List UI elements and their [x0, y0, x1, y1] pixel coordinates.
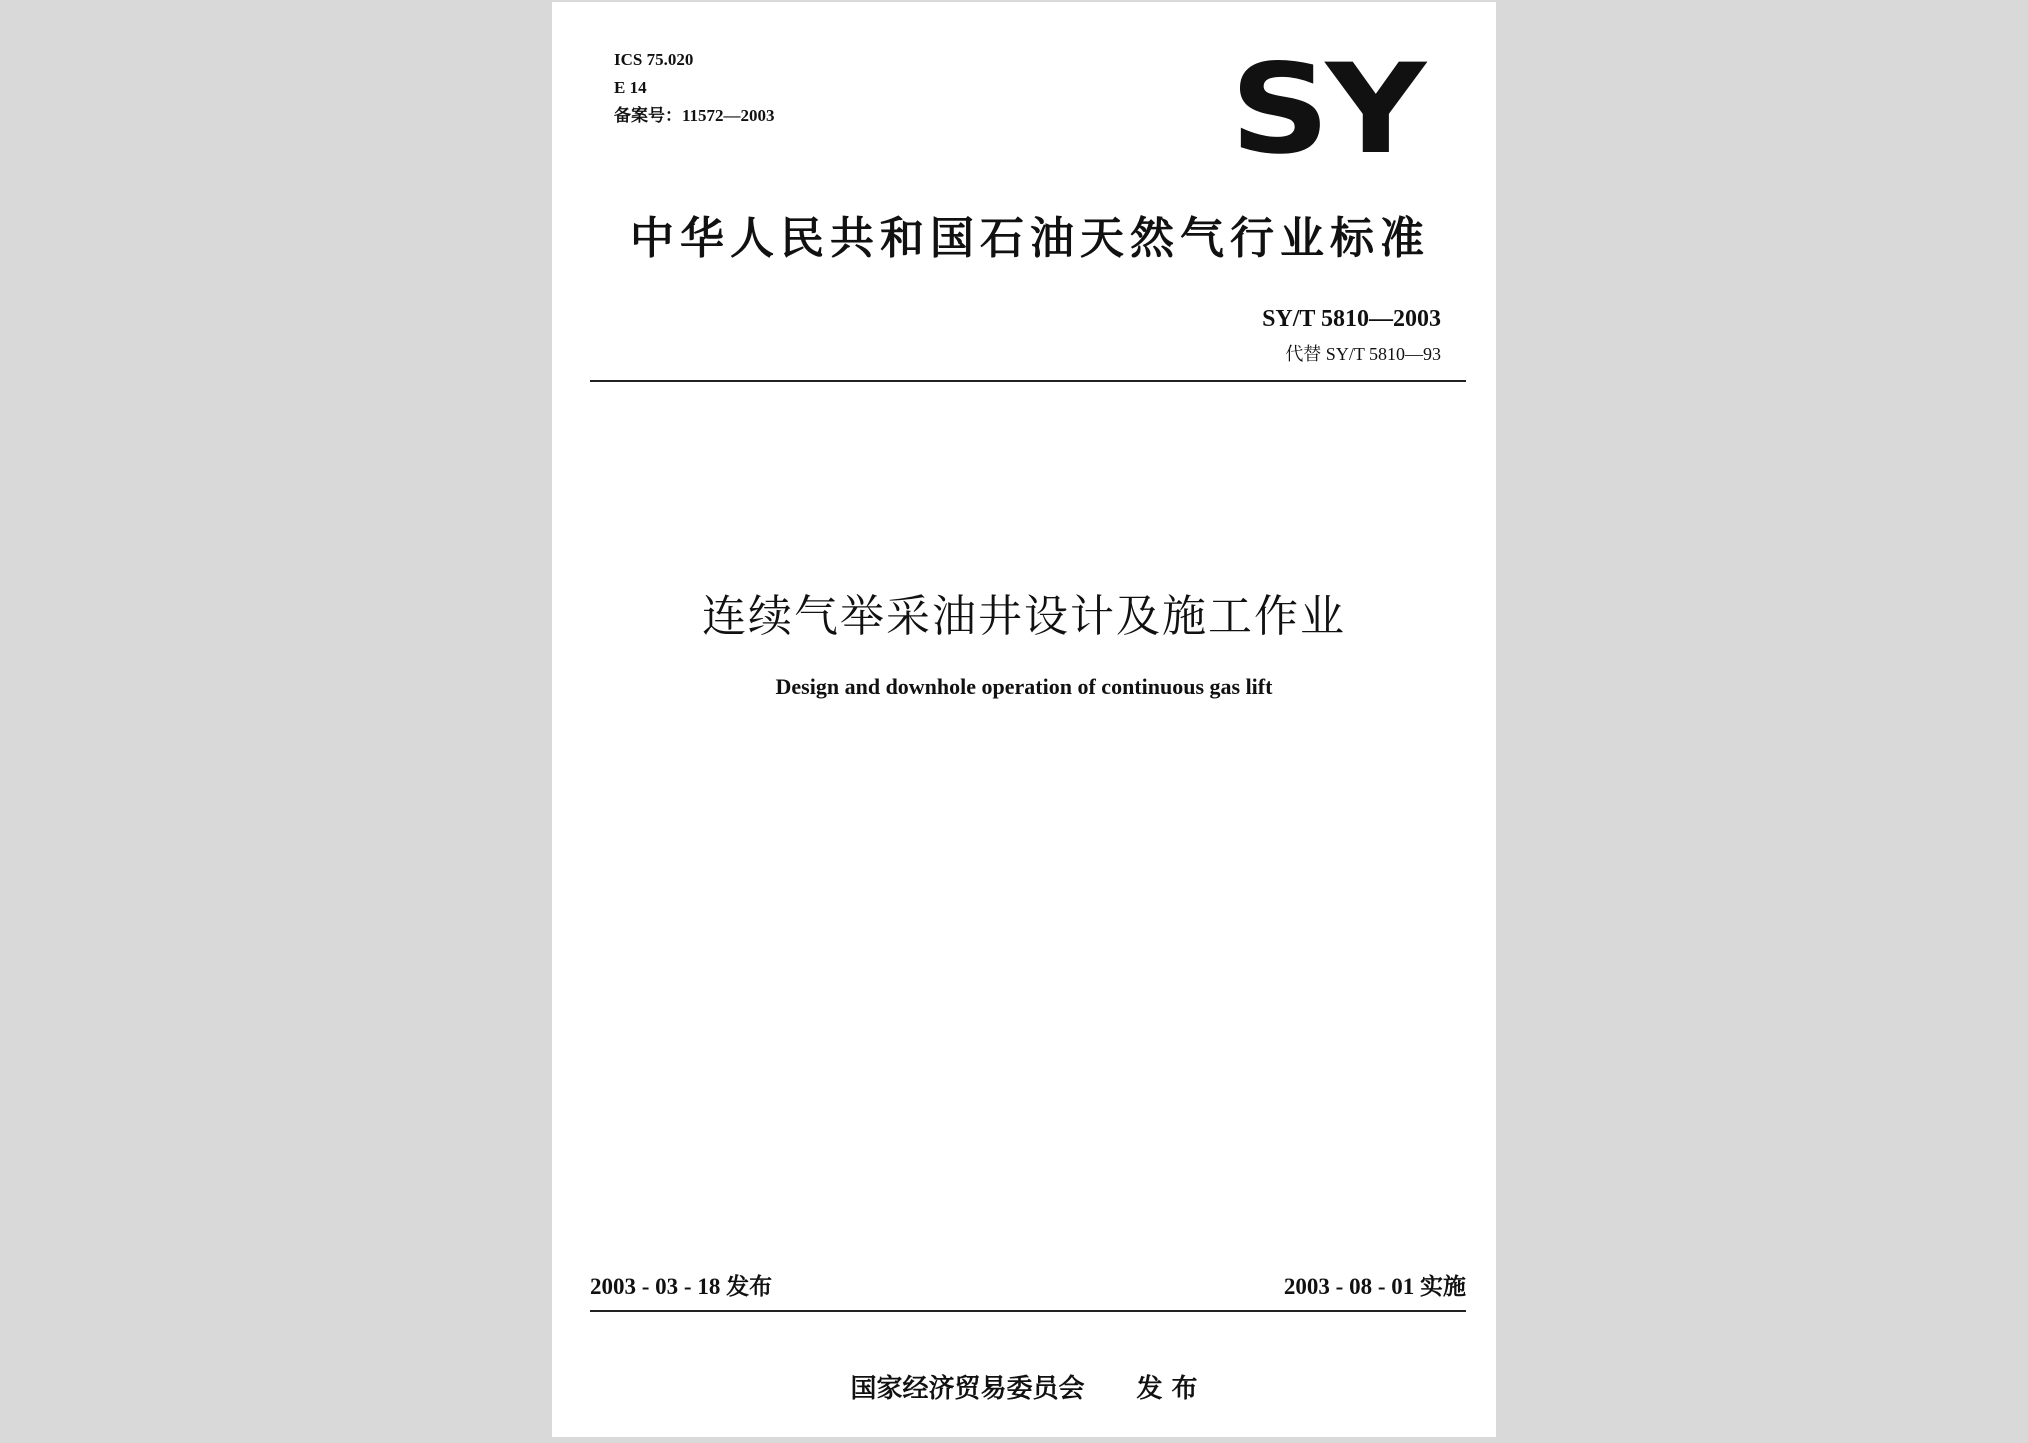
- organization-title: 中华人民共和国石油天然气行业标准: [630, 213, 1430, 264]
- document-title-en: Design and downhole operation of continuous gas lift: [775, 674, 1273, 699]
- bottom-divider: [590, 1310, 1466, 1312]
- filing-number: 备案号：11572—2003: [614, 106, 775, 125]
- effective-date: 2003 - 08 - 01 实施: [1283, 1274, 1466, 1299]
- classification-block: [614, 46, 775, 130]
- sy-logo: SY: [1230, 38, 1422, 182]
- ics-code: ICS 75.020: [614, 50, 694, 69]
- standard-number: SY/T 5810—2003: [1262, 306, 1441, 332]
- document-page: [552, 2, 1496, 1437]
- top-divider: [590, 380, 1466, 382]
- issuer-action: 发 布: [1136, 1374, 1198, 1404]
- document-title-zh: 连续气举采油井设计及施工作业: [702, 591, 1346, 642]
- publish-date: 2003 - 03 - 18 发布: [590, 1274, 773, 1299]
- issuer-name: 国家经济贸易委员会: [850, 1374, 1085, 1404]
- category-code: E 14: [614, 78, 647, 97]
- replaces-standard: 代替 SY/T 5810—93: [1285, 344, 1441, 364]
- issuer-line: [552, 1368, 1496, 1405]
